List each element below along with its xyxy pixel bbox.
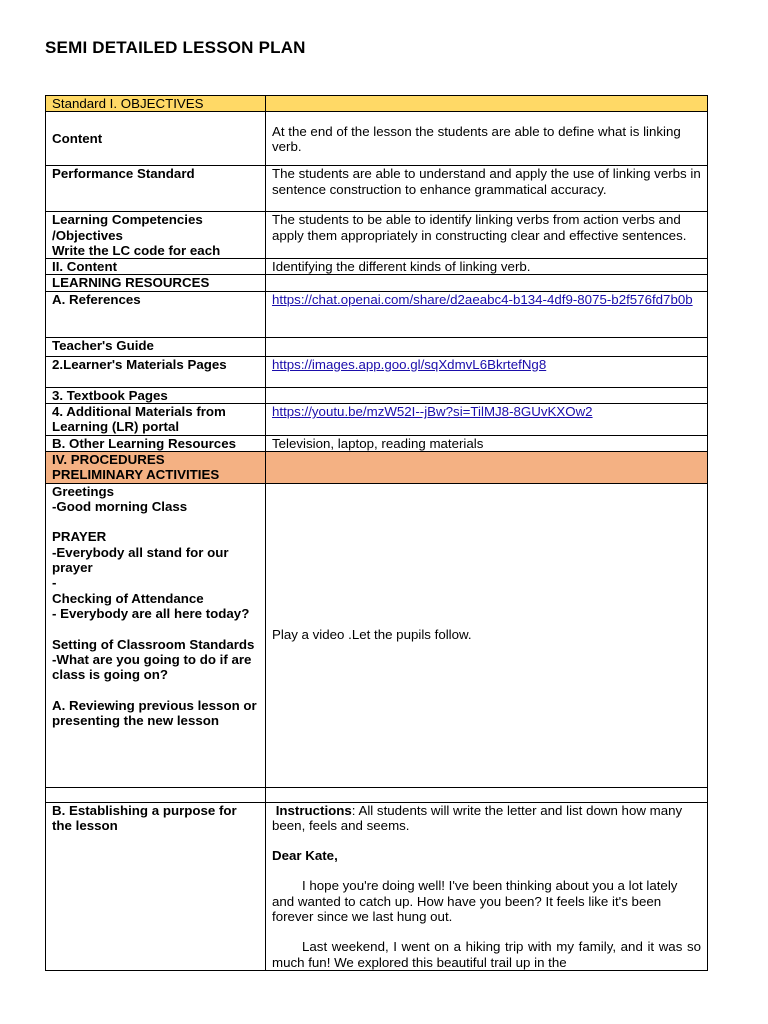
resources-empty <box>266 275 708 291</box>
learners-row <box>46 356 708 387</box>
procedures-header: IV. PROCEDURES PRELIMINARY ACTIVITIES <box>46 451 266 483</box>
other-resources-row <box>46 435 708 451</box>
other-resources-value: Television, laptop, reading materials <box>266 435 708 451</box>
spacer-right <box>266 787 708 802</box>
content-label: Content <box>46 112 266 166</box>
references-row <box>46 291 708 337</box>
teachers-guide-label: Teacher's Guide <box>46 337 266 356</box>
additional-label: 4. Additional Materials from Learning (LR) portal <box>46 404 266 436</box>
textbook-row <box>46 387 708 403</box>
learners-cell <box>266 356 708 387</box>
content2-label: II. Content <box>46 259 266 275</box>
preliminary-label: Greetings -Good morning Class PRAYER -Everybody all stand for our prayer - Checking of Attendance - Everybody are all here today? Setting of Classroom Standards -What are you going to do if are class is going on? A. Reviewing previous lesson or presenting the new lesson <box>46 483 266 787</box>
objectives-header-empty <box>266 96 708 112</box>
references-cell <box>266 291 708 337</box>
spacer-row <box>46 787 708 802</box>
procedures-header-row <box>46 451 708 483</box>
letter-paragraph-2: Last weekend, I went on a hiking trip with my family, and it was so much fun! We explored this beautiful trail up in the <box>272 939 701 970</box>
resources-row <box>46 275 708 291</box>
instructions-paragraph <box>272 803 701 834</box>
objectives-header: Standard I. OBJECTIVES <box>46 96 266 112</box>
learners-link[interactable]: https://images.app.goo.gl/sqXdmvL6BkrtefNg8 <box>272 356 547 372</box>
performance-label: Performance Standard <box>46 166 266 212</box>
instructions-bold: Instructions <box>275 802 352 818</box>
content2-row <box>46 259 708 275</box>
additional-cell <box>266 404 708 436</box>
objectives-header-row <box>46 96 708 112</box>
other-resources-label: B. Other Learning Resources <box>46 435 266 451</box>
procedures-header-empty <box>266 451 708 483</box>
instructions-text: : All students will write the letter and list down how many been, feels and seems. <box>272 802 683 833</box>
additional-link[interactable]: https://youtu.be/mzW52I--jBw?si=TilMJ8-8GUvKXOw2 <box>272 404 593 420</box>
letter-paragraph-1: I hope you're doing well! I've been thinking about you a lot lately and wanted to catch up. How have you been? It feels like it's been forever since we last hung out. <box>272 878 678 925</box>
references-label: A. References <box>46 291 266 337</box>
page-title: SEMI DETAILED LESSON PLAN <box>45 38 306 57</box>
content2-value: Identifying the different kinds of linking verb. <box>266 259 708 275</box>
additional-row <box>46 404 708 436</box>
performance-value: The students are able to understand and apply the use of linking verbs in sentence construction to enhance grammatical accuracy. <box>266 166 708 212</box>
performance-row <box>46 166 708 212</box>
preliminary-value: Play a video .Let the pupils follow. <box>266 483 708 787</box>
competencies-value: The students to be able to identify linking verbs from action verbs and apply them appropriately in constructing clear and effective sentences. <box>266 212 708 259</box>
spacer-left <box>46 787 266 802</box>
content-row <box>46 112 708 166</box>
learners-label: 2.Learner's Materials Pages <box>46 356 266 387</box>
textbook-label: 3. Textbook Pages <box>46 387 266 403</box>
preliminary-row <box>46 483 708 787</box>
competencies-label: Learning Competencies /Objectives Write the LC code for each <box>46 212 266 259</box>
purpose-label: B. Establishing a purpose for the lesson <box>46 802 266 970</box>
content-value: At the end of the lesson the students are able to define what is linking verb. <box>266 112 708 166</box>
competencies-row <box>46 212 708 259</box>
purpose-row <box>46 802 708 970</box>
purpose-cell <box>266 802 708 970</box>
textbook-empty <box>266 387 708 403</box>
teachers-guide-empty <box>266 337 708 356</box>
letter-greeting: Dear Kate, <box>272 848 338 864</box>
teachers-guide-row <box>46 337 708 356</box>
references-link[interactable]: https://chat.openai.com/share/d2aeabc4-b134-4df9-8075-b2f576fd7b0b <box>272 291 693 307</box>
resources-label: LEARNING RESOURCES <box>46 275 266 291</box>
lesson-plan-table <box>45 95 708 971</box>
